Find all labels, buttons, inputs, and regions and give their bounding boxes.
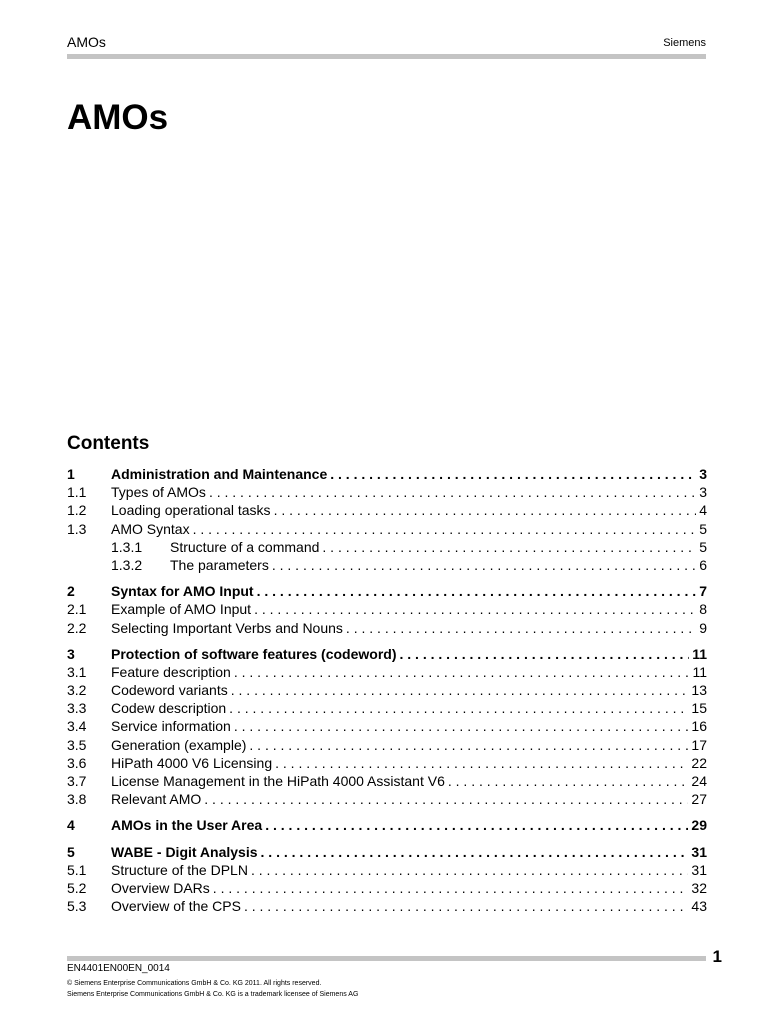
toc-entry-number: 3.5 <box>67 736 87 753</box>
toc-entry-label: Types of AMOs <box>111 484 206 501</box>
toc-entry-label: Overview of the CPS <box>111 898 241 915</box>
toc-entry[interactable] <box>67 817 707 835</box>
toc-entry[interactable] <box>67 539 707 557</box>
toc-entry-page: 5 <box>699 538 707 555</box>
toc-entry-label: WABE - Digit Analysis <box>111 843 258 860</box>
toc-entry[interactable] <box>67 646 707 664</box>
toc-entry-number: 3.3 <box>67 700 87 717</box>
toc-entry[interactable] <box>67 466 707 484</box>
toc-dot-leader <box>448 773 689 789</box>
toc-entry-page: 24 <box>691 773 707 789</box>
toc-entry-number: 5.2 <box>67 879 87 896</box>
toc-entry-page: 17 <box>691 736 707 753</box>
toc-entry-number: 2.1 <box>67 601 87 618</box>
toc-entry-page: 6 <box>699 556 707 573</box>
toc-entry-label: Protection of software features (codeword) <box>111 645 397 662</box>
header-document-title: AMOs <box>67 34 106 50</box>
toc-dot-leader <box>229 700 688 716</box>
toc-entry-number: 3.4 <box>67 718 87 735</box>
toc-dot-leader <box>399 646 689 662</box>
toc-entry[interactable] <box>67 620 707 638</box>
toc-entry-label: Overview DARs <box>111 879 210 896</box>
toc-entry-page: 9 <box>699 619 707 636</box>
toc-entry-number: 5.1 <box>67 861 87 878</box>
toc-entry[interactable] <box>67 737 707 755</box>
toc-dot-leader <box>274 502 697 518</box>
toc-entry-number: 3.6 <box>67 754 87 771</box>
toc-dot-leader <box>322 539 696 555</box>
toc-entry-label: Administration and Maintenance <box>111 466 328 482</box>
toc-entry-page: 22 <box>691 754 707 771</box>
toc-entry-label: Selecting Important Verbs and Nouns <box>111 619 343 636</box>
toc-dot-leader <box>330 466 696 482</box>
toc-entry-page: 11 <box>692 645 707 662</box>
toc-entry-page: 7 <box>699 583 707 600</box>
toc-entry-label: License Management in the HiPath 4000 Assistant V6 <box>111 773 445 789</box>
toc-entry-number: 2.2 <box>67 619 87 636</box>
toc-entry-label: AMOs in the User Area <box>111 817 263 834</box>
toc-entry-label: Feature description <box>111 663 231 680</box>
toc-entry[interactable] <box>67 557 707 575</box>
toc-entry[interactable] <box>67 718 707 736</box>
toc-entry-number: 2 <box>67 583 75 600</box>
toc-entry-label: Generation (example) <box>111 736 247 753</box>
toc-entry-page: 16 <box>691 718 707 735</box>
toc-entry[interactable] <box>67 880 707 898</box>
toc-entry-number: 3.7 <box>67 773 87 789</box>
toc-entry-page: 3 <box>699 466 707 482</box>
copyright-notice: © Siemens Enterprise Communications GmbH & Co. KG 2011. All rights reserved. <box>67 980 322 987</box>
toc-entry-label: Service information <box>111 718 231 735</box>
toc-entry-label: Syntax for AMO Input <box>111 583 254 600</box>
toc-dot-leader <box>272 557 696 573</box>
toc-dot-leader <box>231 682 689 698</box>
toc-entry-number: 1.1 <box>67 484 87 501</box>
toc-dot-leader <box>249 737 688 753</box>
document-id: EN4401EN00EN_0014 <box>67 963 170 974</box>
toc-entry-number: 3.8 <box>67 791 87 808</box>
toc-entry-number: 1.2 <box>67 502 87 519</box>
toc-dot-leader <box>234 718 689 734</box>
toc-entry-page: 27 <box>691 791 707 808</box>
toc-entry-label: Relevant AMO <box>111 791 202 808</box>
toc-entry-page: 11 <box>692 663 707 680</box>
toc-dot-leader <box>261 844 689 860</box>
toc-entry-page: 4 <box>699 502 707 519</box>
toc-entry-page: 29 <box>691 817 707 834</box>
toc-entry-page: 32 <box>691 879 707 896</box>
toc-entry[interactable] <box>67 502 707 520</box>
toc-entry-number: 1.3 <box>67 520 87 537</box>
toc-entry-label: Codew description <box>111 700 227 717</box>
page-title: AMOs <box>67 98 169 137</box>
toc-entry[interactable] <box>67 664 707 682</box>
toc-entry[interactable] <box>67 898 707 916</box>
toc-entry-number: 4 <box>67 817 75 834</box>
toc-dot-leader <box>244 898 688 914</box>
toc-dot-leader <box>213 880 689 896</box>
toc-entry-number: 1.3.2 <box>111 556 143 573</box>
toc-dot-leader <box>234 664 690 680</box>
toc-dot-leader <box>265 817 688 833</box>
toc-entry[interactable] <box>67 521 707 539</box>
toc-entry-number: 3.2 <box>67 682 87 699</box>
toc-entry-page: 13 <box>691 682 707 699</box>
toc-dot-leader <box>204 791 688 807</box>
toc-entry-label: HiPath 4000 V6 Licensing <box>111 754 273 771</box>
toc-dot-leader <box>346 620 696 636</box>
toc-entry-page: 43 <box>691 898 707 915</box>
footer-divider <box>67 956 706 961</box>
toc-entry-page: 3 <box>699 484 707 501</box>
toc-entry-number: 5.3 <box>67 898 87 915</box>
toc-entry[interactable] <box>67 583 707 601</box>
toc-dot-leader <box>254 601 696 617</box>
toc-entry-label: Structure of a command <box>170 538 320 555</box>
toc-entry-label: Example of AMO Input <box>111 601 252 618</box>
page-number: 1 <box>712 947 722 966</box>
toc-entry[interactable] <box>67 773 707 791</box>
header-company-name: Siemens <box>663 37 706 49</box>
contents-heading: Contents <box>67 433 150 454</box>
toc-entry-label: Structure of the DPLN <box>111 861 248 878</box>
toc-entry-label: The parameters <box>170 556 269 573</box>
toc-entry-page: 31 <box>691 843 707 860</box>
toc-entry-number: 1 <box>67 466 75 482</box>
toc-entry[interactable] <box>67 862 707 880</box>
trademark-notice: Siemens Enterprise Communications GmbH & Co. KG is a trademark licensee of Siemens AG <box>67 991 359 998</box>
toc-dot-leader <box>275 755 688 771</box>
toc-dot-leader <box>209 484 696 500</box>
toc-entry[interactable] <box>67 601 707 619</box>
table-of-contents <box>67 466 707 916</box>
toc-entry-label: Codeword variants <box>111 682 228 699</box>
toc-entry-number: 3.1 <box>67 663 87 680</box>
toc-dot-leader <box>251 862 688 878</box>
toc-entry-number: 3 <box>67 645 75 662</box>
toc-entry[interactable] <box>67 844 707 862</box>
toc-entry-label: Loading operational tasks <box>111 502 271 519</box>
toc-entry[interactable] <box>67 700 707 718</box>
toc-entry[interactable] <box>67 791 707 809</box>
toc-entry[interactable] <box>67 682 707 700</box>
toc-entry-page: 5 <box>699 520 707 537</box>
toc-entry-number: 5 <box>67 843 75 860</box>
toc-entry[interactable] <box>67 755 707 773</box>
toc-entry[interactable] <box>67 484 707 502</box>
toc-entry-page: 31 <box>691 861 707 878</box>
toc-dot-leader <box>193 521 697 537</box>
toc-entry-page: 8 <box>699 601 707 618</box>
toc-entry-page: 15 <box>691 700 707 717</box>
toc-entry-number: 1.3.1 <box>111 538 143 555</box>
header-divider <box>67 54 706 59</box>
toc-dot-leader <box>257 583 697 599</box>
toc-entry-label: AMO Syntax <box>111 520 190 537</box>
